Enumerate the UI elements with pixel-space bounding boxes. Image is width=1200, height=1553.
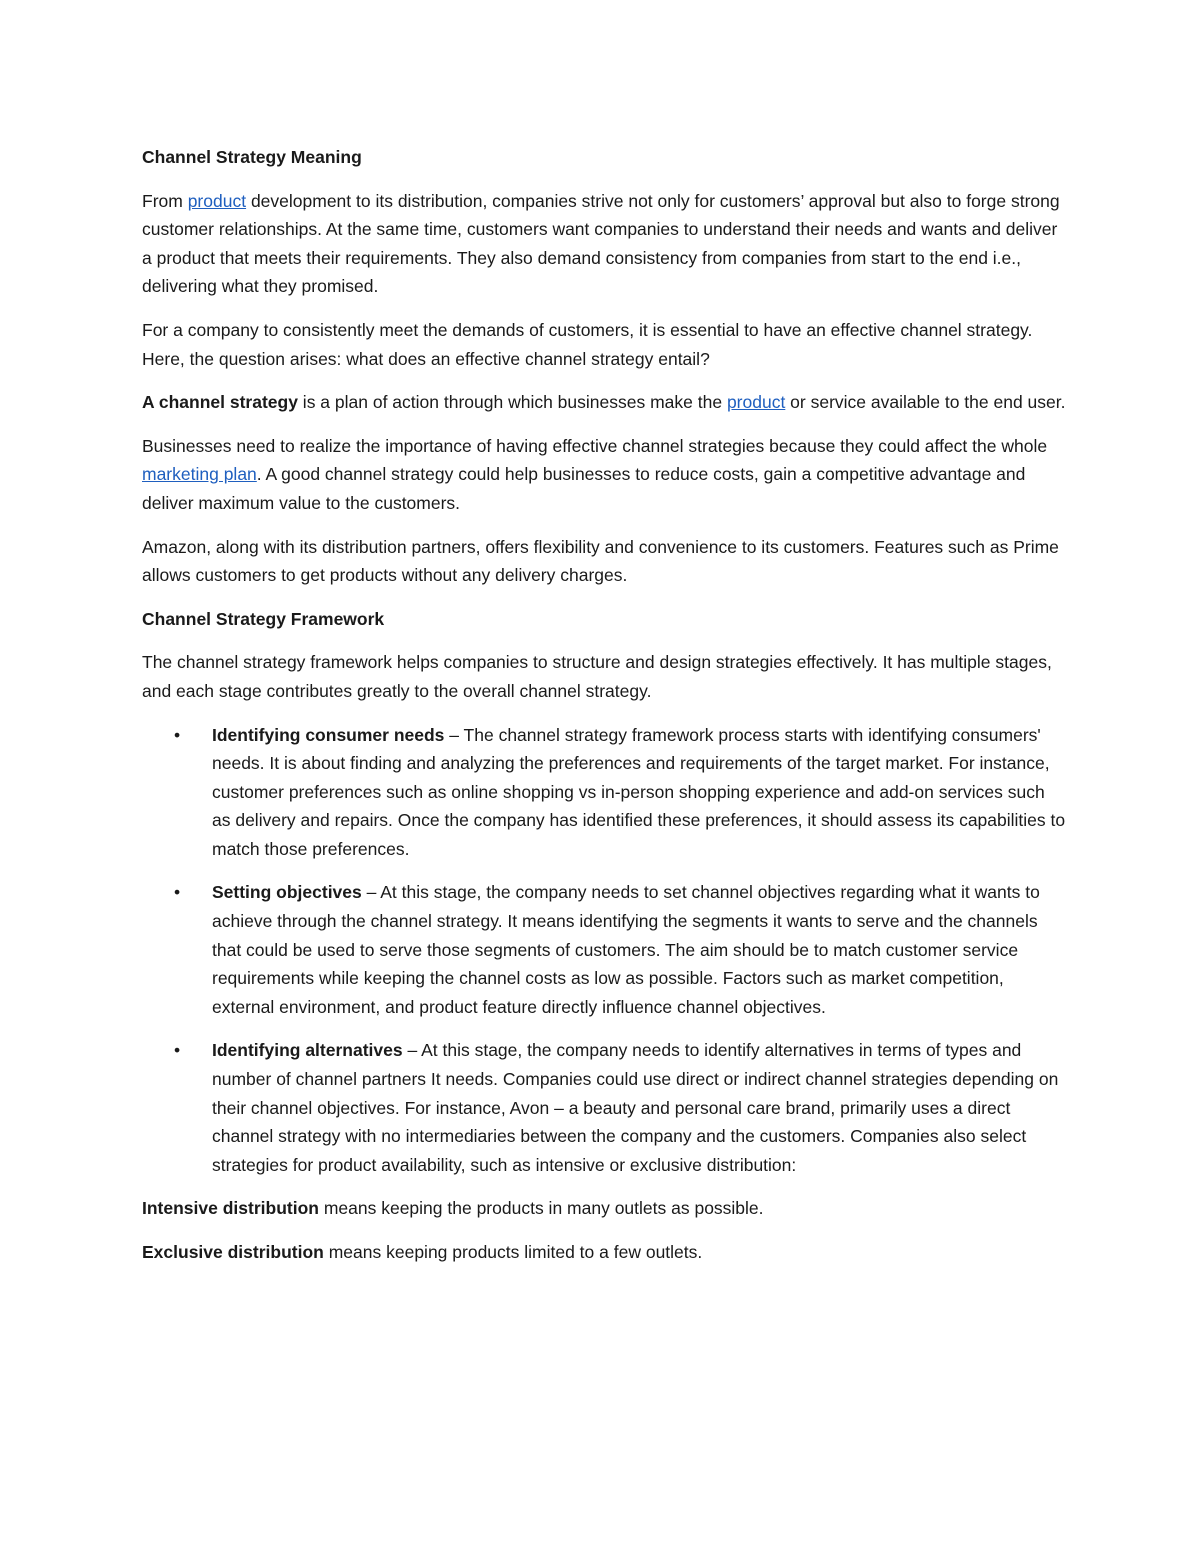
bullet-icon: • (174, 882, 181, 903)
paragraph-text: . A good channel strategy could help businesses to reduce costs, gain a competitive advantage and deliver maximum value to the customers. (142, 464, 1026, 513)
heading-channel-strategy-meaning: Channel Strategy Meaning (142, 147, 362, 167)
document-page (142, 143, 1067, 1282)
paragraph-exclusive-distribution (142, 1238, 1067, 1267)
paragraph-text: development to its distribution, companies strive not only for customers’ approval but also to forge strong customer relationships. At the same time, customers want companies to understand their needs and wants and deliver a product that meets their requirements. They also demand consistency from companies from start to the end i.e., delivering what they promised. (142, 190, 1060, 297)
list-item (142, 721, 1067, 864)
bold-term-channel-strategy: A channel strategy (142, 392, 298, 413)
paragraph-text: is a plan of action through which businesses make the (297, 392, 727, 413)
bullet-icon: • (174, 724, 181, 745)
paragraph-definition (142, 388, 1067, 417)
product-link[interactable]: product (187, 190, 247, 211)
list-item (142, 878, 1067, 1021)
paragraph-text: Businesses need to realize the importance of having effective channel strategies because they could affect the whole (142, 435, 1048, 456)
paragraph-effective-strategy: For a company to consistently meet the demands of customers, it is essential to have an effective channel strategy. Here, the question arises: what does an effective channel strategy entail? (142, 319, 1033, 369)
paragraph-text: means keeping the products in many outlets as possible. (318, 1198, 764, 1219)
paragraph-text: From (142, 190, 188, 211)
paragraph-intro (142, 187, 1067, 301)
paragraph-amazon-example: Amazon, along with its distribution partners, offers flexibility and convenience to its customers. Features such as Prime allows customers to get products without any delivery charges. (142, 536, 1059, 586)
bold-term: Identifying alternatives (212, 1040, 403, 1061)
list-item-text: – The channel strategy framework process starts with identifying consumers' needs. It is about finding and analyzing the preferences and requirements of the target market. For instance, customer preferences such as online shopping vs in-person shopping experience and add-on services such as delivery and repairs. Once the company has identified these preferences, it should assess its capabilities to match those preferences. (212, 724, 1066, 859)
bold-term: Identifying consumer needs (212, 724, 445, 745)
bullet-icon: • (174, 1040, 181, 1061)
paragraph-importance (142, 432, 1067, 518)
paragraph-framework-intro: The channel strategy framework helps companies to structure and design strategies effectively. It has multiple stages, and each stage contributes greatly to the overall channel strategy. (142, 652, 1052, 701)
heading-channel-strategy-framework: Channel Strategy Framework (142, 608, 385, 629)
paragraph-text: or service available to the end user. (785, 392, 1066, 413)
list-item-text: – At this stage, the company needs to set channel objectives regarding what it wants to achieve through the channel strategy. It means identifying the segments it wants to serve and the channels that could be used to serve those segments of customers. The aim should be to match customer service requirements while keeping the channel costs as low as possible. Factors such as market competition, external environment, and product feature directly influence channel objectives. (212, 882, 1040, 1017)
list-item-text: – At this stage, the company needs to identify alternatives in terms of types and number of channel partners It needs. Companies could use direct or indirect channel strategies depending on their channel objectives. For instance, Avon – a beauty and personal care brand, primarily uses a direct channel strategy with no intermediaries between the company and the customers. Companies also select strategies for product availability, such as intensive or exclusive distribution: (212, 1040, 1059, 1175)
paragraph-text: means keeping products limited to a few outlets. (323, 1242, 703, 1262)
bold-term: Setting objectives (212, 882, 362, 903)
list-item (142, 1036, 1067, 1179)
bold-term-intensive-distribution: Intensive distribution (142, 1198, 319, 1219)
paragraph-intensive-distribution (142, 1194, 1067, 1223)
marketing-plan-link[interactable]: marketing plan (142, 464, 257, 485)
product-link[interactable]: product (726, 392, 786, 413)
framework-stages-list (142, 721, 1067, 1180)
bold-term-exclusive-distribution: Exclusive distribution (142, 1242, 324, 1262)
